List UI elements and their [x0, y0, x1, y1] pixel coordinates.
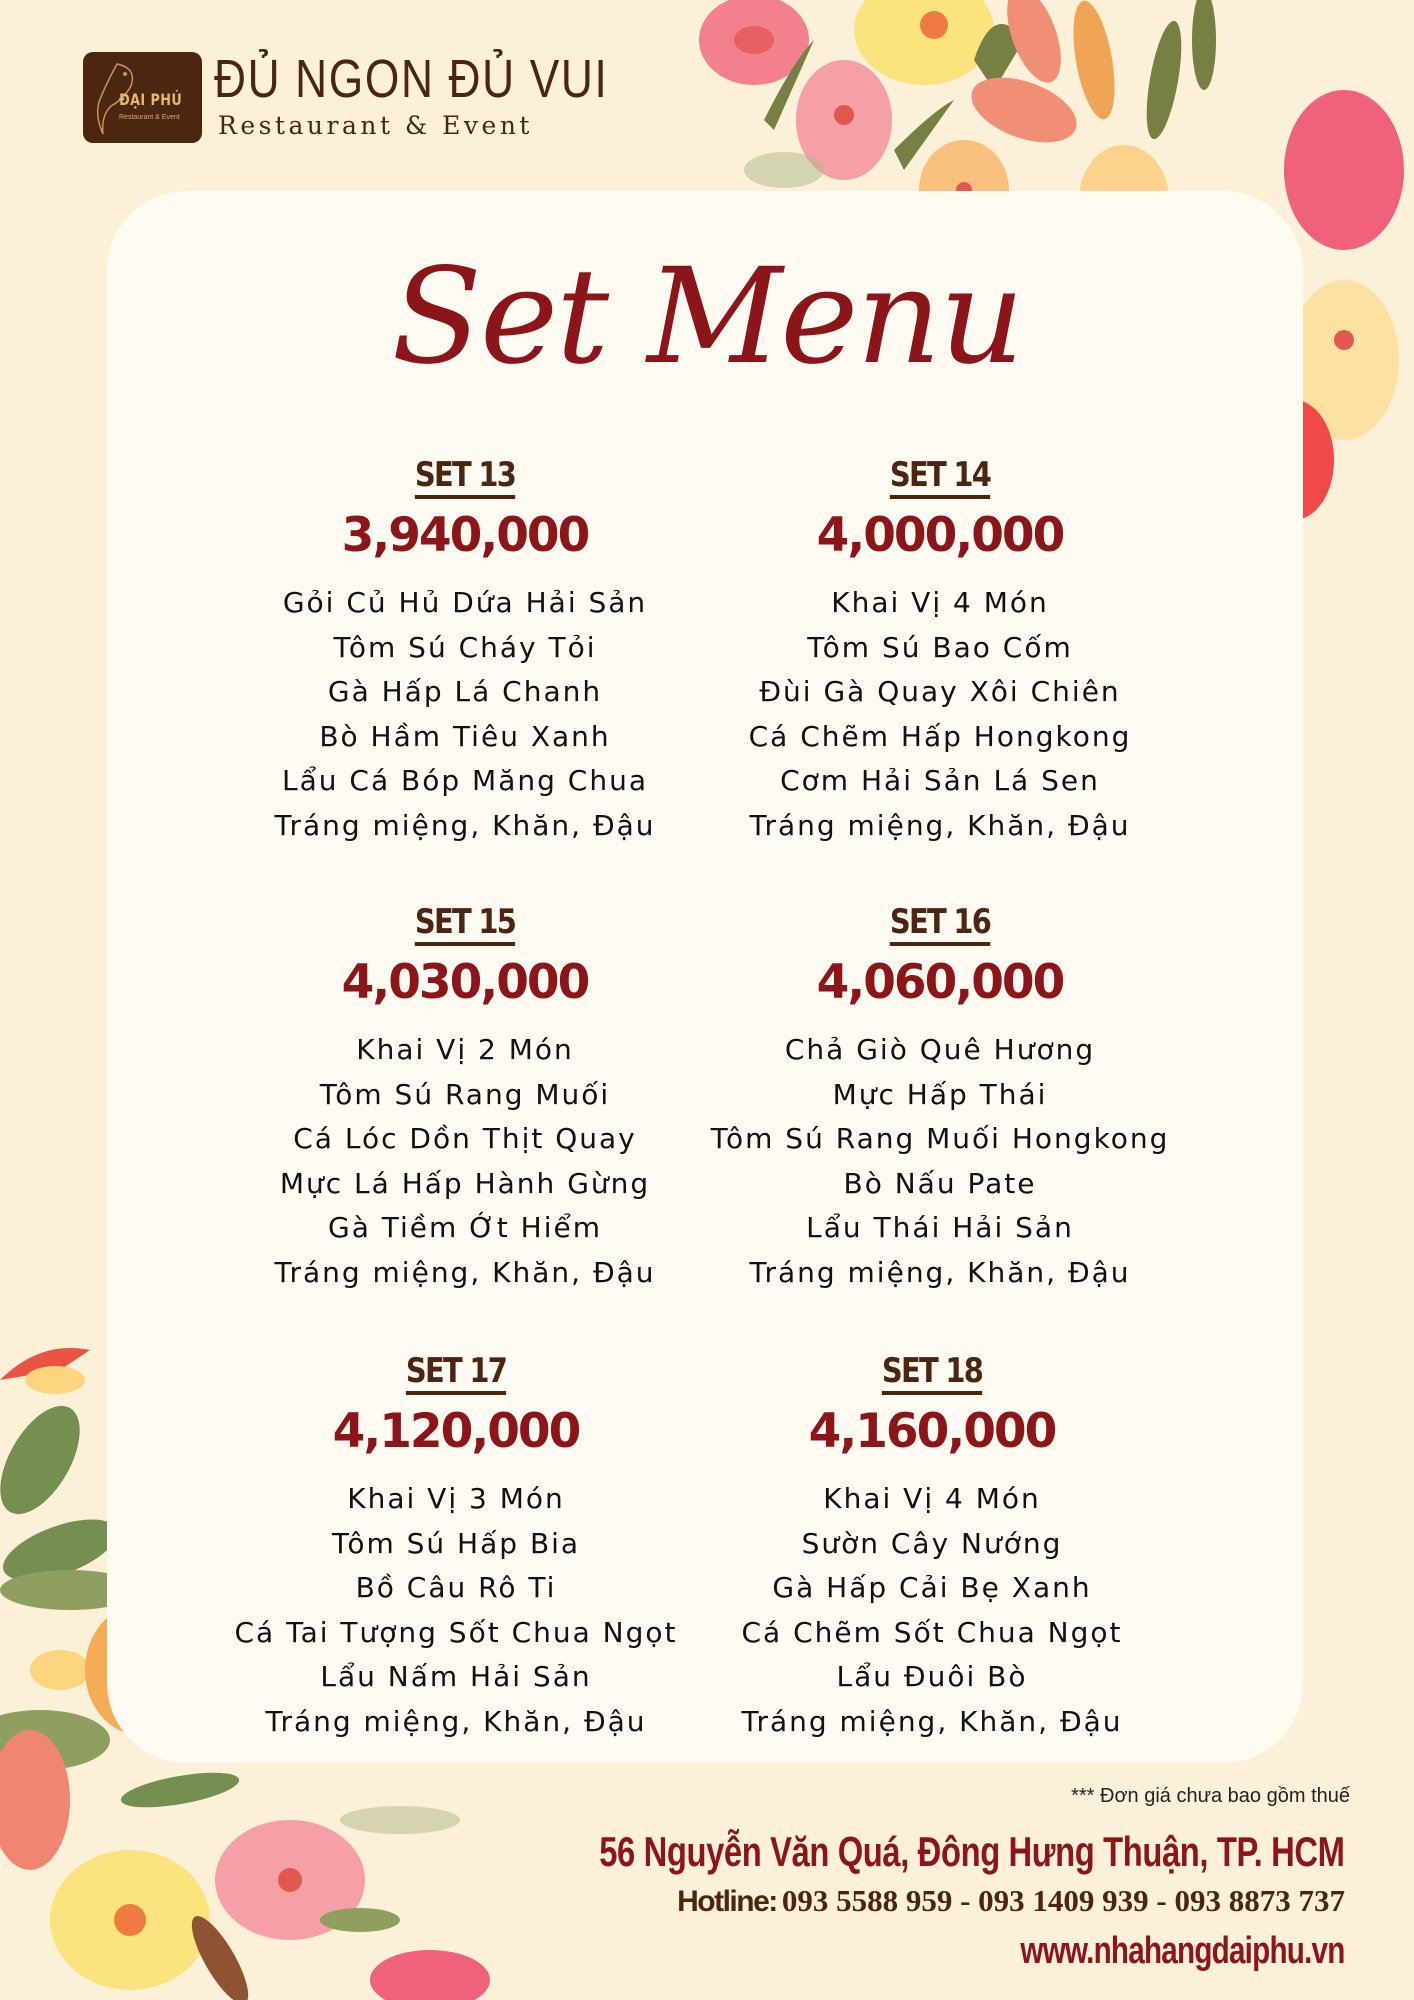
set-card-18	[697, 1351, 1167, 1744]
menu-item: Sườn Cây Nướng	[801, 1526, 1063, 1560]
menu-item: Cá Lóc Dồn Thịt Quay	[293, 1122, 637, 1156]
set-price: 4,160,000	[808, 1404, 1056, 1459]
menu-item: Tôm Sú Cháy Tỏi	[333, 630, 597, 664]
website-link[interactable]: www.nhahangdaiphu.vn	[1020, 1930, 1345, 1972]
hotline	[677, 1883, 1345, 1919]
menu-item: Khai Vị 4 Món	[831, 586, 1049, 620]
menu-item: Mực Hấp Thái	[832, 1077, 1048, 1111]
menu-item: Khai Vị 3 Món	[347, 1482, 565, 1516]
set-card-14	[705, 455, 1175, 848]
menu-item: Cá Tai Tượng Sốt Chua Ngọt	[234, 1615, 678, 1649]
menu-item: Khai Vị 2 Món	[356, 1033, 574, 1067]
menu-item: Cá Chẽm Hấp Hongkong	[748, 719, 1132, 753]
set-name: SET 16	[890, 905, 990, 946]
address: 56 Nguyễn Văn Quá, Đông Hưng Thuận, TP. HCM	[599, 1828, 1345, 1875]
set-price: 4,120,000	[332, 1404, 580, 1459]
menu-item: Gà Hấp Cải Bẹ Xanh	[772, 1571, 1092, 1605]
menu-item: Cơm Hải Sản Lá Sen	[780, 764, 1100, 798]
menu-item: Gà Hấp Lá Chanh	[327, 675, 603, 709]
menu-item: Bồ Câu Rô Ti	[355, 1571, 557, 1605]
menu-item: Tráng miệng, Khăn, Đậu	[274, 1255, 656, 1289]
menu-item: Mực Lá Hấp Hành Gừng	[279, 1166, 651, 1200]
logo-name: ĐẠI PHÚ	[119, 90, 183, 109]
menu-item: Gà Tiềm Ớt Hiểm	[328, 1211, 602, 1245]
logo	[83, 52, 202, 143]
set-card-16	[705, 902, 1175, 1295]
menu-item: Tôm Sú Rang Muối Hongkong	[710, 1122, 1170, 1156]
set-name: SET 18	[882, 1354, 982, 1395]
menu-item: Lẩu Cá Bóp Măng Chua	[282, 764, 648, 798]
hotline-numbers[interactable]: 093 5588 959 - 093 1409 939 - 093 8873 737	[781, 1883, 1345, 1918]
menu-item: Gỏi Củ Hủ Dứa Hải Sản	[282, 586, 648, 620]
menu-item: Bò Nấu Pate	[843, 1166, 1037, 1200]
brand-slogan: ĐỦ NGON ĐỦ VUI	[214, 49, 609, 109]
tax-note: *** Đơn giá chưa bao gồm thuế	[1071, 1785, 1350, 1807]
set-price: 3,940,000	[341, 508, 589, 563]
brand-subtitle: Restaurant & Event	[218, 111, 533, 140]
menu-item: Tráng miệng, Khăn, Đậu	[749, 808, 1131, 842]
hotline-label: Hotline:	[677, 1885, 777, 1918]
menu-item: Lẩu Đuôi Bò	[836, 1660, 1028, 1694]
menu-item: Tôm Sú Rang Muối	[319, 1077, 611, 1111]
menu-item: Tráng miệng, Khăn, Đậu	[741, 1704, 1123, 1738]
set-name: SET 14	[890, 458, 990, 499]
menu-item: Đùi Gà Quay Xôi Chiên	[759, 675, 1121, 709]
menu-item: Tôm Sú Hấp Bia	[331, 1526, 581, 1560]
set-card-17	[221, 1351, 691, 1744]
set-price: 4,030,000	[341, 955, 589, 1010]
menu-item: Chả Giò Quê Hương	[784, 1033, 1096, 1067]
menu-item: Tráng miệng, Khăn, Đậu	[265, 1704, 647, 1738]
menu-item: Tráng miệng, Khăn, Đậu	[749, 1255, 1131, 1289]
set-name: SET 15	[415, 905, 515, 946]
menu-item: Tráng miệng, Khăn, Đậu	[274, 808, 656, 842]
page-title: Set Menu	[391, 240, 1023, 394]
menu-item: Tôm Sú Bao Cốm	[807, 630, 1073, 664]
menu-item: Khai Vị 4 Món	[823, 1482, 1041, 1516]
set-card-13	[230, 455, 700, 848]
menu-item: Bò Hầm Tiêu Xanh	[319, 719, 611, 753]
menu-item: Cá Chẽm Sốt Chua Ngọt	[741, 1615, 1123, 1649]
set-card-15	[230, 902, 700, 1295]
logo-subtitle: Restaurant & Event	[119, 114, 180, 121]
set-name: SET 17	[406, 1354, 506, 1395]
set-price: 4,060,000	[816, 955, 1064, 1010]
menu-item: Lẩu Thái Hải Sản	[806, 1211, 1074, 1245]
set-name: SET 13	[415, 458, 515, 499]
set-price: 4,000,000	[816, 508, 1064, 563]
menu-item: Lẩu Nấm Hải Sản	[320, 1660, 592, 1694]
